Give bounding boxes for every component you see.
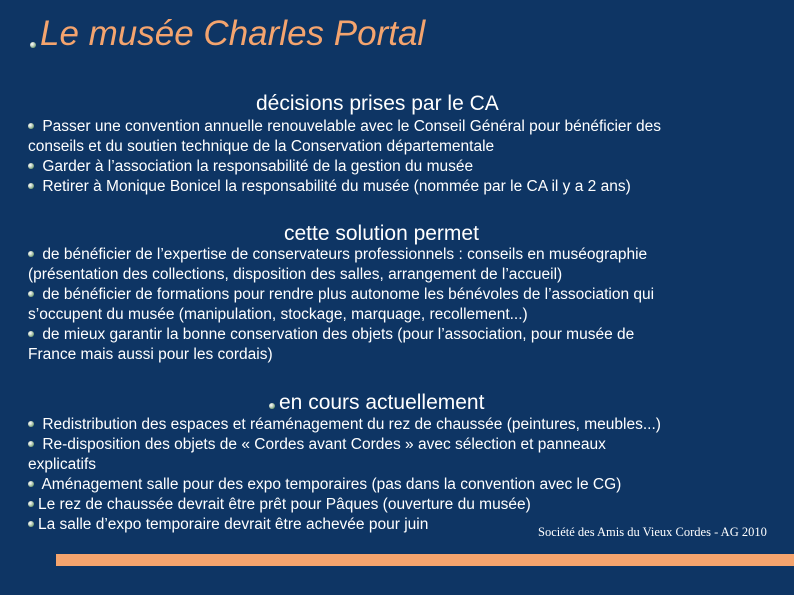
section-heading-decisions: décisions prises par le CA [256,92,499,115]
list-item: de bénéficier de formations pour rendre plus autonome les bénévoles de l’association qui [28,285,654,305]
list-item: Aménagement salle pour des expo temporaires (pas dans la convention avec le CG) [28,475,661,495]
list-item-continuation: explicatifs [28,456,97,473]
title-bullet-icon [30,42,36,48]
list-item: Redistribution des espaces et réaménagement du rez de chaussée (peintures, meubles...) [28,415,661,435]
list-item: Re-disposition des objets de « Cordes avant Cordes » avec sélection et panneaux [28,435,661,455]
list-item: Passer une convention annuelle renouvelable avec le Conseil Général pour bénéficier des [28,117,661,137]
section-solution [28,245,654,365]
list-item-continuation: conseils et du soutien technique de la Conservation départementale [28,138,495,155]
list-item-continuation: France mais aussi pour les cordais) [28,346,273,363]
list-item: Garder à l’association la responsabilité de la gestion du musée [28,157,661,177]
list-item-continuation: s’occupent du musée (manipulation, stockage, marquage, recollement...) [28,306,528,323]
section-heading-current: en cours actuellement [279,391,485,414]
list-item: de bénéficier de l’expertise de conservateurs professionnels : conseils en muséographie [28,245,654,265]
heading-bullet-icon [269,403,275,409]
section-decisions [28,117,661,197]
footer-accent-bar [56,554,794,566]
footer-credit: Société des Amis du Vieux Cordes - AG 2010 [538,525,767,539]
list-item: La salle d’expo temporaire devrait être achevée pour juin [28,515,661,535]
page-title: Le musée Charles Portal [40,14,426,53]
list-item: de mieux garantir la bonne conservation des objets (pour l’association, pour musée de [28,325,654,345]
list-item: Le rez de chaussée devrait être prêt pour Pâques (ouverture du musée) [28,495,661,515]
list-item-continuation: (présentation des collections, disposition des salles, arrangement de l’accueil) [28,266,563,283]
list-item: Retirer à Monique Bonicel la responsabilité du musée (nommée par le CA il y a 2 ans) [28,177,661,197]
section-heading-solution: cette solution permet [284,222,479,245]
section-current [28,415,661,535]
